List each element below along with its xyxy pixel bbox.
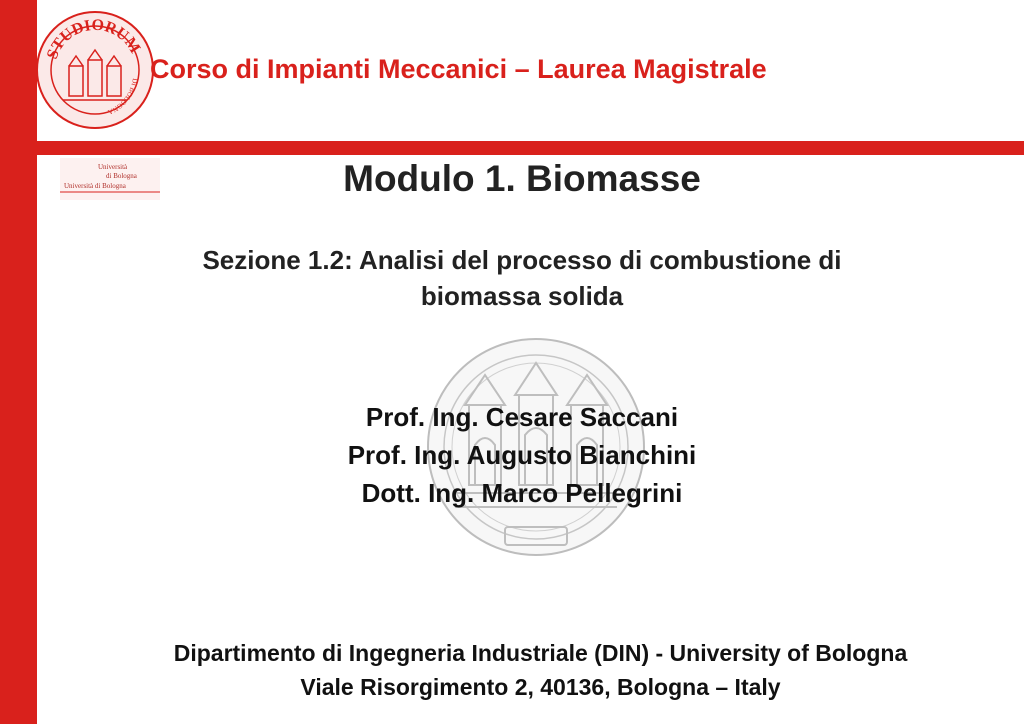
module-title: Modulo 1. Biomasse bbox=[343, 158, 701, 199]
authors-list bbox=[0, 398, 1024, 512]
seal-text: STUDIORUM bbox=[43, 16, 144, 62]
author-1: Prof. Ing. Cesare Saccani bbox=[365, 402, 679, 432]
author-2: Prof. Ing. Augusto Bianchini bbox=[347, 440, 697, 470]
logo-line-3: Università di Bologna bbox=[64, 182, 126, 190]
footer-department: Dipartimento di Ingegneria Industriale (DIN) - University of Bologna bbox=[173, 640, 908, 666]
left-red-bar bbox=[0, 0, 37, 724]
course-title: Corso di Impianti Meccanici – Laurea Magistrale bbox=[150, 54, 767, 84]
seal-subtext: DI BOLOGNA bbox=[106, 77, 139, 117]
author-3: Dott. Ing. Marco Pellegrini bbox=[361, 478, 683, 508]
logo-line-2: di Bologna bbox=[106, 172, 137, 180]
logo-line-1: Università bbox=[98, 163, 128, 171]
footer-street: Viale Risorgimento 2, 40136, Bologna – Italy bbox=[300, 674, 781, 700]
section-title-line-1: Sezione 1.2: Analisi del processo di combustione di bbox=[202, 245, 842, 275]
footer-address bbox=[37, 636, 1024, 704]
section-title-line-2: biomassa solida bbox=[420, 281, 624, 311]
section-title bbox=[120, 242, 924, 314]
university-seal-icon bbox=[33, 8, 157, 132]
header-red-line bbox=[37, 141, 1024, 155]
